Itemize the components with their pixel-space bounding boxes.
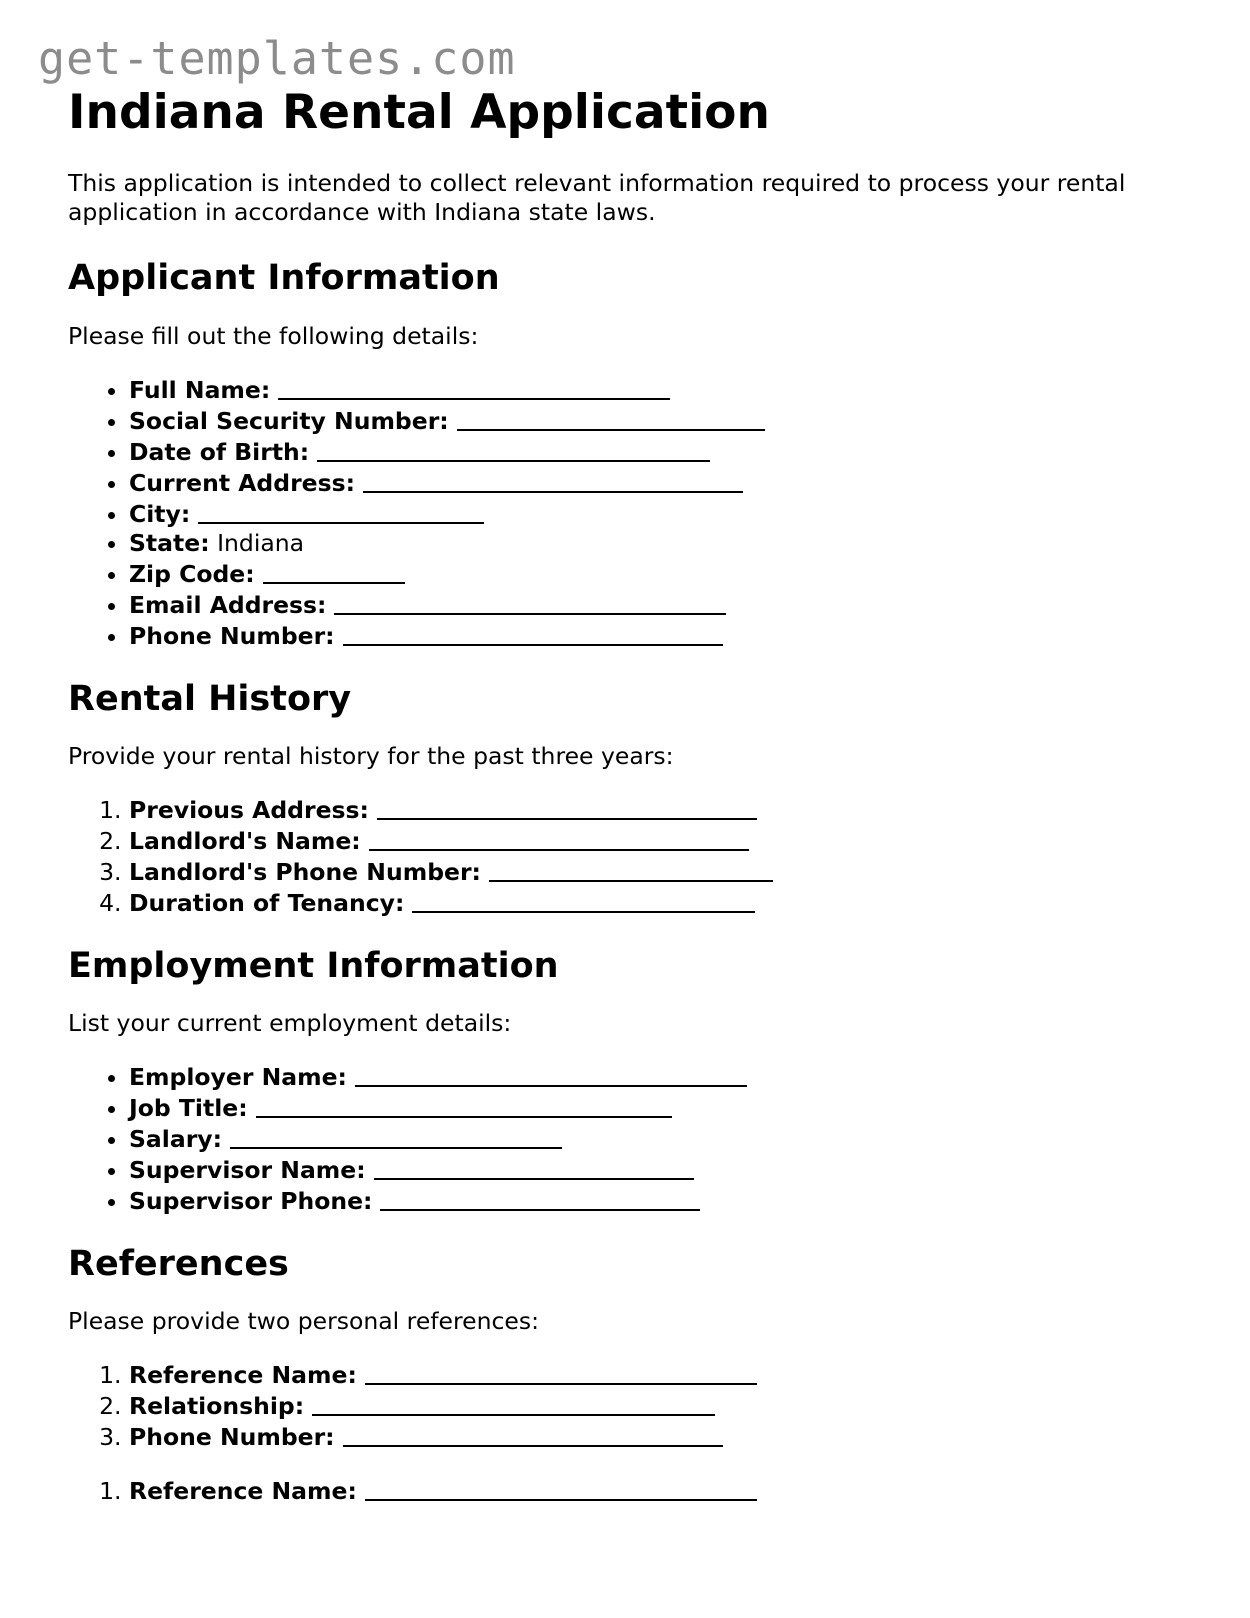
duration-blank[interactable] (412, 889, 755, 913)
field-label: Employer Name: (129, 1063, 347, 1091)
reference-1-name-blank[interactable] (365, 1361, 757, 1385)
field-salary (129, 1123, 1208, 1154)
field-ssn (129, 405, 1208, 436)
full-name-blank[interactable] (278, 376, 670, 400)
landlord-name-blank[interactable] (369, 827, 749, 851)
field-label: State: (129, 529, 210, 557)
field-reference-1-phone (129, 1421, 1208, 1452)
field-reference-1-relationship (129, 1390, 1208, 1421)
field-label: Duration of Tenancy: (129, 889, 405, 917)
applicant-heading: Applicant Information (68, 258, 500, 298)
field-label: Supervisor Name: (129, 1156, 366, 1184)
field-label: Date of Birth: (129, 438, 310, 466)
rental-history-section (68, 678, 1208, 918)
reference-1-relationship-blank[interactable] (312, 1392, 715, 1416)
field-label: Phone Number: (129, 1423, 335, 1451)
field-label: Supervisor Phone: (129, 1187, 373, 1215)
field-label: Email Address: (129, 591, 327, 619)
employment-section (68, 945, 1208, 1216)
employment-lead: List your current employment details: (68, 1009, 512, 1037)
field-dob (129, 436, 1208, 467)
employment-field-list (68, 1061, 1208, 1216)
rental-heading: Rental History (68, 679, 352, 719)
field-label: Full Name: (129, 376, 271, 404)
field-reference-2-name (129, 1475, 1208, 1506)
field-label: Social Security Number: (129, 407, 449, 435)
field-label: Reference Name: (129, 1477, 357, 1505)
landlord-phone-blank[interactable] (489, 858, 773, 882)
field-full-name (129, 374, 1208, 405)
city-blank[interactable] (198, 500, 484, 524)
zip-blank[interactable] (263, 560, 405, 584)
applicant-field-list (68, 374, 1208, 651)
field-label: Current Address: (129, 469, 355, 497)
field-label: Zip Code: (129, 560, 255, 588)
field-previous-address (129, 794, 1208, 825)
field-supervisor-phone (129, 1185, 1208, 1216)
applicant-section (68, 257, 1208, 651)
field-state (129, 529, 1208, 558)
reference-1-list (68, 1359, 1208, 1452)
field-label: City: (129, 500, 191, 528)
ssn-blank[interactable] (457, 407, 765, 431)
reference-1-phone-blank[interactable] (343, 1423, 723, 1447)
rental-field-list (68, 794, 1208, 918)
document-body (68, 80, 1208, 1506)
salary-blank[interactable] (230, 1125, 562, 1149)
field-employer-name (129, 1061, 1208, 1092)
field-label: Previous Address: (129, 796, 369, 824)
supervisor-phone-blank[interactable] (380, 1187, 700, 1211)
rental-lead: Provide your rental history for the past three years: (68, 742, 674, 770)
field-label: Reference Name: (129, 1361, 357, 1389)
employment-heading: Employment Information (68, 946, 559, 986)
reference-2-list (68, 1475, 1208, 1506)
state-value: Indiana (217, 529, 305, 557)
phone-blank[interactable] (343, 622, 723, 646)
references-section (68, 1243, 1208, 1506)
field-label: Relationship: (129, 1392, 305, 1420)
field-email (129, 589, 1208, 620)
intro-paragraph: This application is intended to collect relevant information required to process your rental application in accordance with Indiana state laws. (68, 169, 1126, 226)
previous-address-blank[interactable] (377, 796, 757, 820)
watermark: get-templates.com (38, 32, 516, 85)
email-blank[interactable] (334, 591, 726, 615)
field-zip (129, 558, 1208, 589)
supervisor-name-blank[interactable] (374, 1156, 694, 1180)
field-supervisor-name (129, 1154, 1208, 1185)
references-heading: References (68, 1244, 289, 1284)
field-label: Job Title: (129, 1094, 248, 1122)
applicant-lead: Please fill out the following details: (68, 322, 479, 350)
field-label: Salary: (129, 1125, 223, 1153)
field-current-address (129, 467, 1208, 498)
field-label: Landlord's Name: (129, 827, 361, 855)
employer-name-blank[interactable] (355, 1063, 747, 1087)
references-lead: Please provide two personal references: (68, 1307, 540, 1335)
dob-blank[interactable] (317, 438, 710, 462)
field-landlord-name (129, 825, 1208, 856)
reference-2-name-blank[interactable] (365, 1477, 757, 1501)
field-reference-1-name (129, 1359, 1208, 1390)
field-phone (129, 620, 1208, 651)
field-job-title (129, 1092, 1208, 1123)
field-duration (129, 887, 1208, 918)
field-city (129, 498, 1208, 529)
field-label: Landlord's Phone Number: (129, 858, 481, 886)
field-landlord-phone (129, 856, 1208, 887)
job-title-blank[interactable] (256, 1094, 672, 1118)
page-title: Indiana Rental Application (68, 85, 770, 140)
current-address-blank[interactable] (363, 469, 743, 493)
field-label: Phone Number: (129, 622, 335, 650)
